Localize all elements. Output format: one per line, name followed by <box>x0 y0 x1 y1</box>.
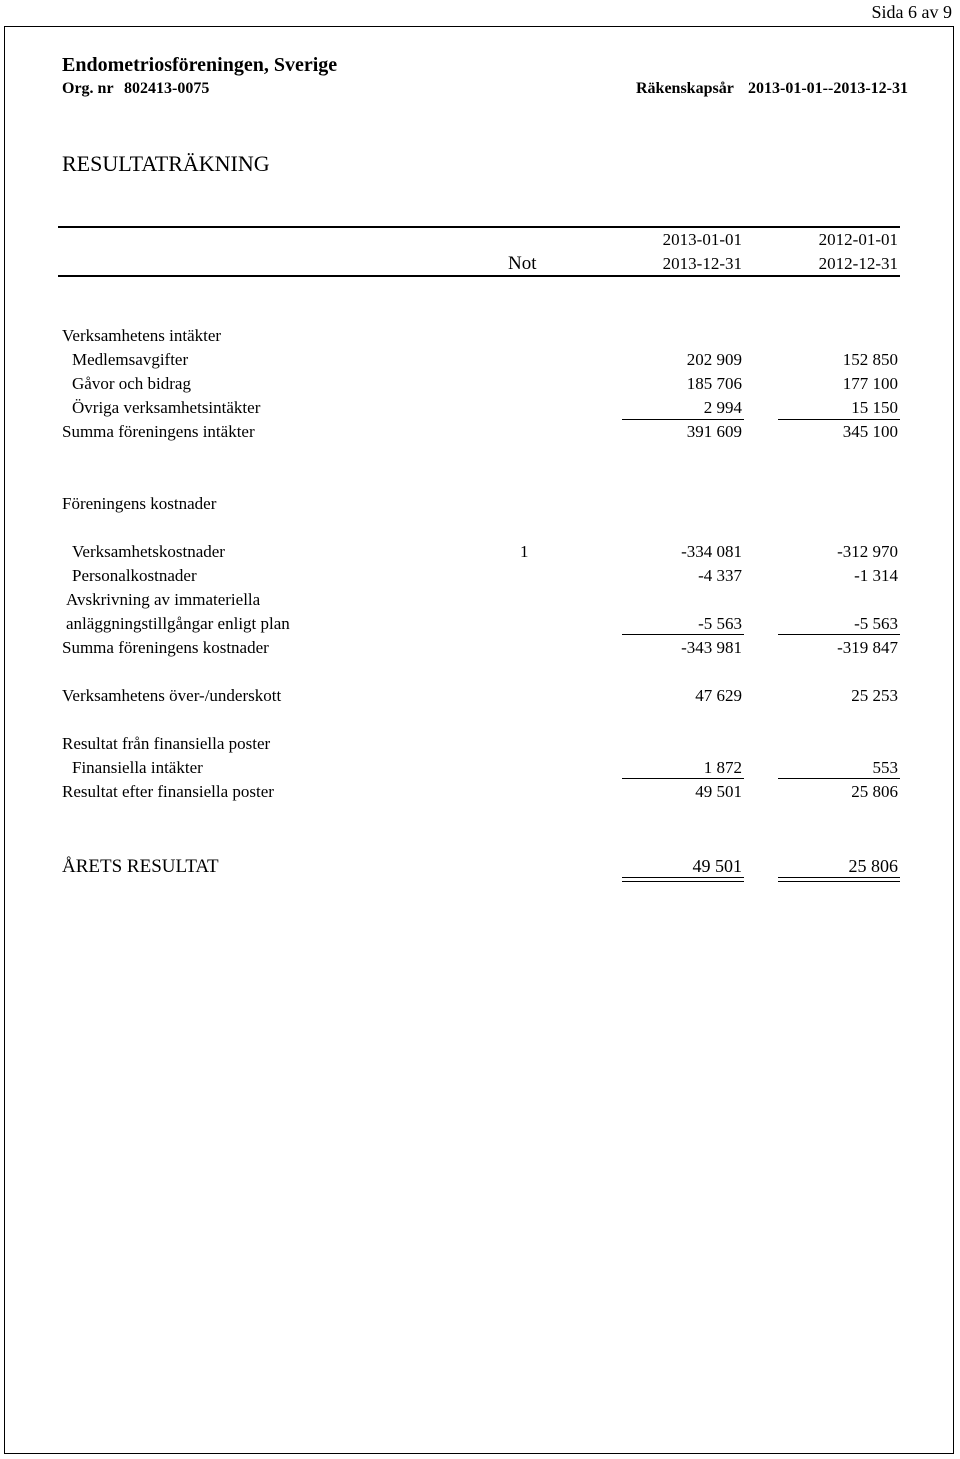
value-2013: -5 563 <box>698 614 742 633</box>
total-costs-row <box>0 638 960 660</box>
subtotal-rule <box>622 634 744 635</box>
financial-heading-row <box>0 734 960 756</box>
row-label: Personalkostnader <box>72 566 197 585</box>
fiscal-year-label: Räkenskapsår <box>636 80 734 97</box>
gifts-grants-row <box>0 374 960 396</box>
total-double-rule-top <box>622 877 744 878</box>
value-2013: 49 501 <box>692 856 742 876</box>
value-2013: 185 706 <box>686 374 742 393</box>
total-double-rule-top <box>778 877 900 878</box>
value-2012: 25 806 <box>851 782 898 801</box>
note-header: Not <box>508 253 537 274</box>
income-heading-row <box>0 326 960 348</box>
row-label: Gåvor och bidrag <box>72 374 191 393</box>
amortization-row-line2 <box>0 614 960 636</box>
value-2012: -1 314 <box>854 566 898 585</box>
other-income-row <box>0 398 960 420</box>
row-label: Verksamhetens över-/underskott <box>62 686 282 705</box>
subtotal-rule <box>778 634 900 635</box>
page-title: RESULTATRÄKNING <box>62 151 270 176</box>
organization-name: Endometriosföreningen, Sverige <box>62 54 338 76</box>
row-label: Avskrivning av immateriella <box>66 590 261 609</box>
annual-result-row <box>0 856 960 878</box>
financial-income-row <box>0 758 960 780</box>
value-2013: 47 629 <box>695 686 742 705</box>
value-2013: 49 501 <box>695 782 742 801</box>
value-2013: 391 609 <box>686 422 742 441</box>
org-nr: 802413-0075 <box>124 80 210 97</box>
value-2013: 202 909 <box>686 350 742 369</box>
total-double-rule-bottom <box>622 881 744 882</box>
result-after-financial-row <box>0 782 960 804</box>
row-label: Medlemsavgifter <box>72 350 189 369</box>
subtotal-rule <box>622 778 744 779</box>
membership-fees-row <box>0 350 960 372</box>
value-2012: 177 100 <box>842 374 898 393</box>
row-label: Summa föreningens kostnader <box>62 638 269 657</box>
row-label: Föreningens kostnader <box>62 494 217 513</box>
row-label: Övriga verksamhetsintäkter <box>72 398 261 417</box>
note-reference: 1 <box>520 542 529 561</box>
header-bottom-rule <box>58 275 900 277</box>
subtotal-rule <box>778 419 900 420</box>
value-2012: -312 970 <box>837 542 898 561</box>
row-label: Finansiella intäkter <box>72 758 203 777</box>
total-income-row <box>0 422 960 444</box>
row-label: Verksamhetskostnader <box>72 542 225 561</box>
header-top-rule <box>58 226 900 228</box>
value-2012: 345 100 <box>842 422 898 441</box>
total-double-rule-bottom <box>778 881 900 882</box>
personnel-costs-row <box>0 566 960 588</box>
value-2012: 25 806 <box>848 856 898 876</box>
value-2013: 2 994 <box>703 398 742 417</box>
value-2013: -4 337 <box>698 566 742 585</box>
row-label: Resultat från finansiella poster <box>62 734 271 753</box>
row-label: Summa föreningens intäkter <box>62 422 255 441</box>
value-2012: 15 150 <box>851 398 898 417</box>
value-2013: -334 081 <box>681 542 742 561</box>
row-label: Resultat efter finansiella poster <box>62 782 274 801</box>
col1-from: 2013-01-01 <box>662 230 742 249</box>
col1-to: 2013-12-31 <box>662 254 742 273</box>
col2-to: 2012-12-31 <box>818 254 898 273</box>
page-number: Sida 6 av 9 <box>871 2 952 22</box>
costs-heading-row <box>0 494 960 516</box>
fiscal-year-period: 2013-01-01--2013-12-31 <box>748 80 908 97</box>
value-2012: -5 563 <box>854 614 898 633</box>
amortization-row-line1 <box>0 590 960 612</box>
value-2012: 553 <box>872 758 898 777</box>
value-2013: -343 981 <box>681 638 742 657</box>
row-label: Verksamhetens intäkter <box>62 326 222 345</box>
value-2012: -319 847 <box>837 638 898 657</box>
col2-from: 2012-01-01 <box>818 230 898 249</box>
subtotal-rule <box>778 778 900 779</box>
row-label: ÅRETS RESULTAT <box>62 856 219 877</box>
org-nr-label: Org. nr <box>62 80 114 97</box>
operating-result-row <box>0 686 960 708</box>
subtotal-rule <box>622 419 744 420</box>
value-2012: 25 253 <box>851 686 898 705</box>
value-2012: 152 850 <box>842 350 898 369</box>
operating-costs-row <box>0 542 960 564</box>
value-2013: 1 872 <box>703 758 742 777</box>
row-label: anläggningstillgångar enligt plan <box>66 614 290 633</box>
